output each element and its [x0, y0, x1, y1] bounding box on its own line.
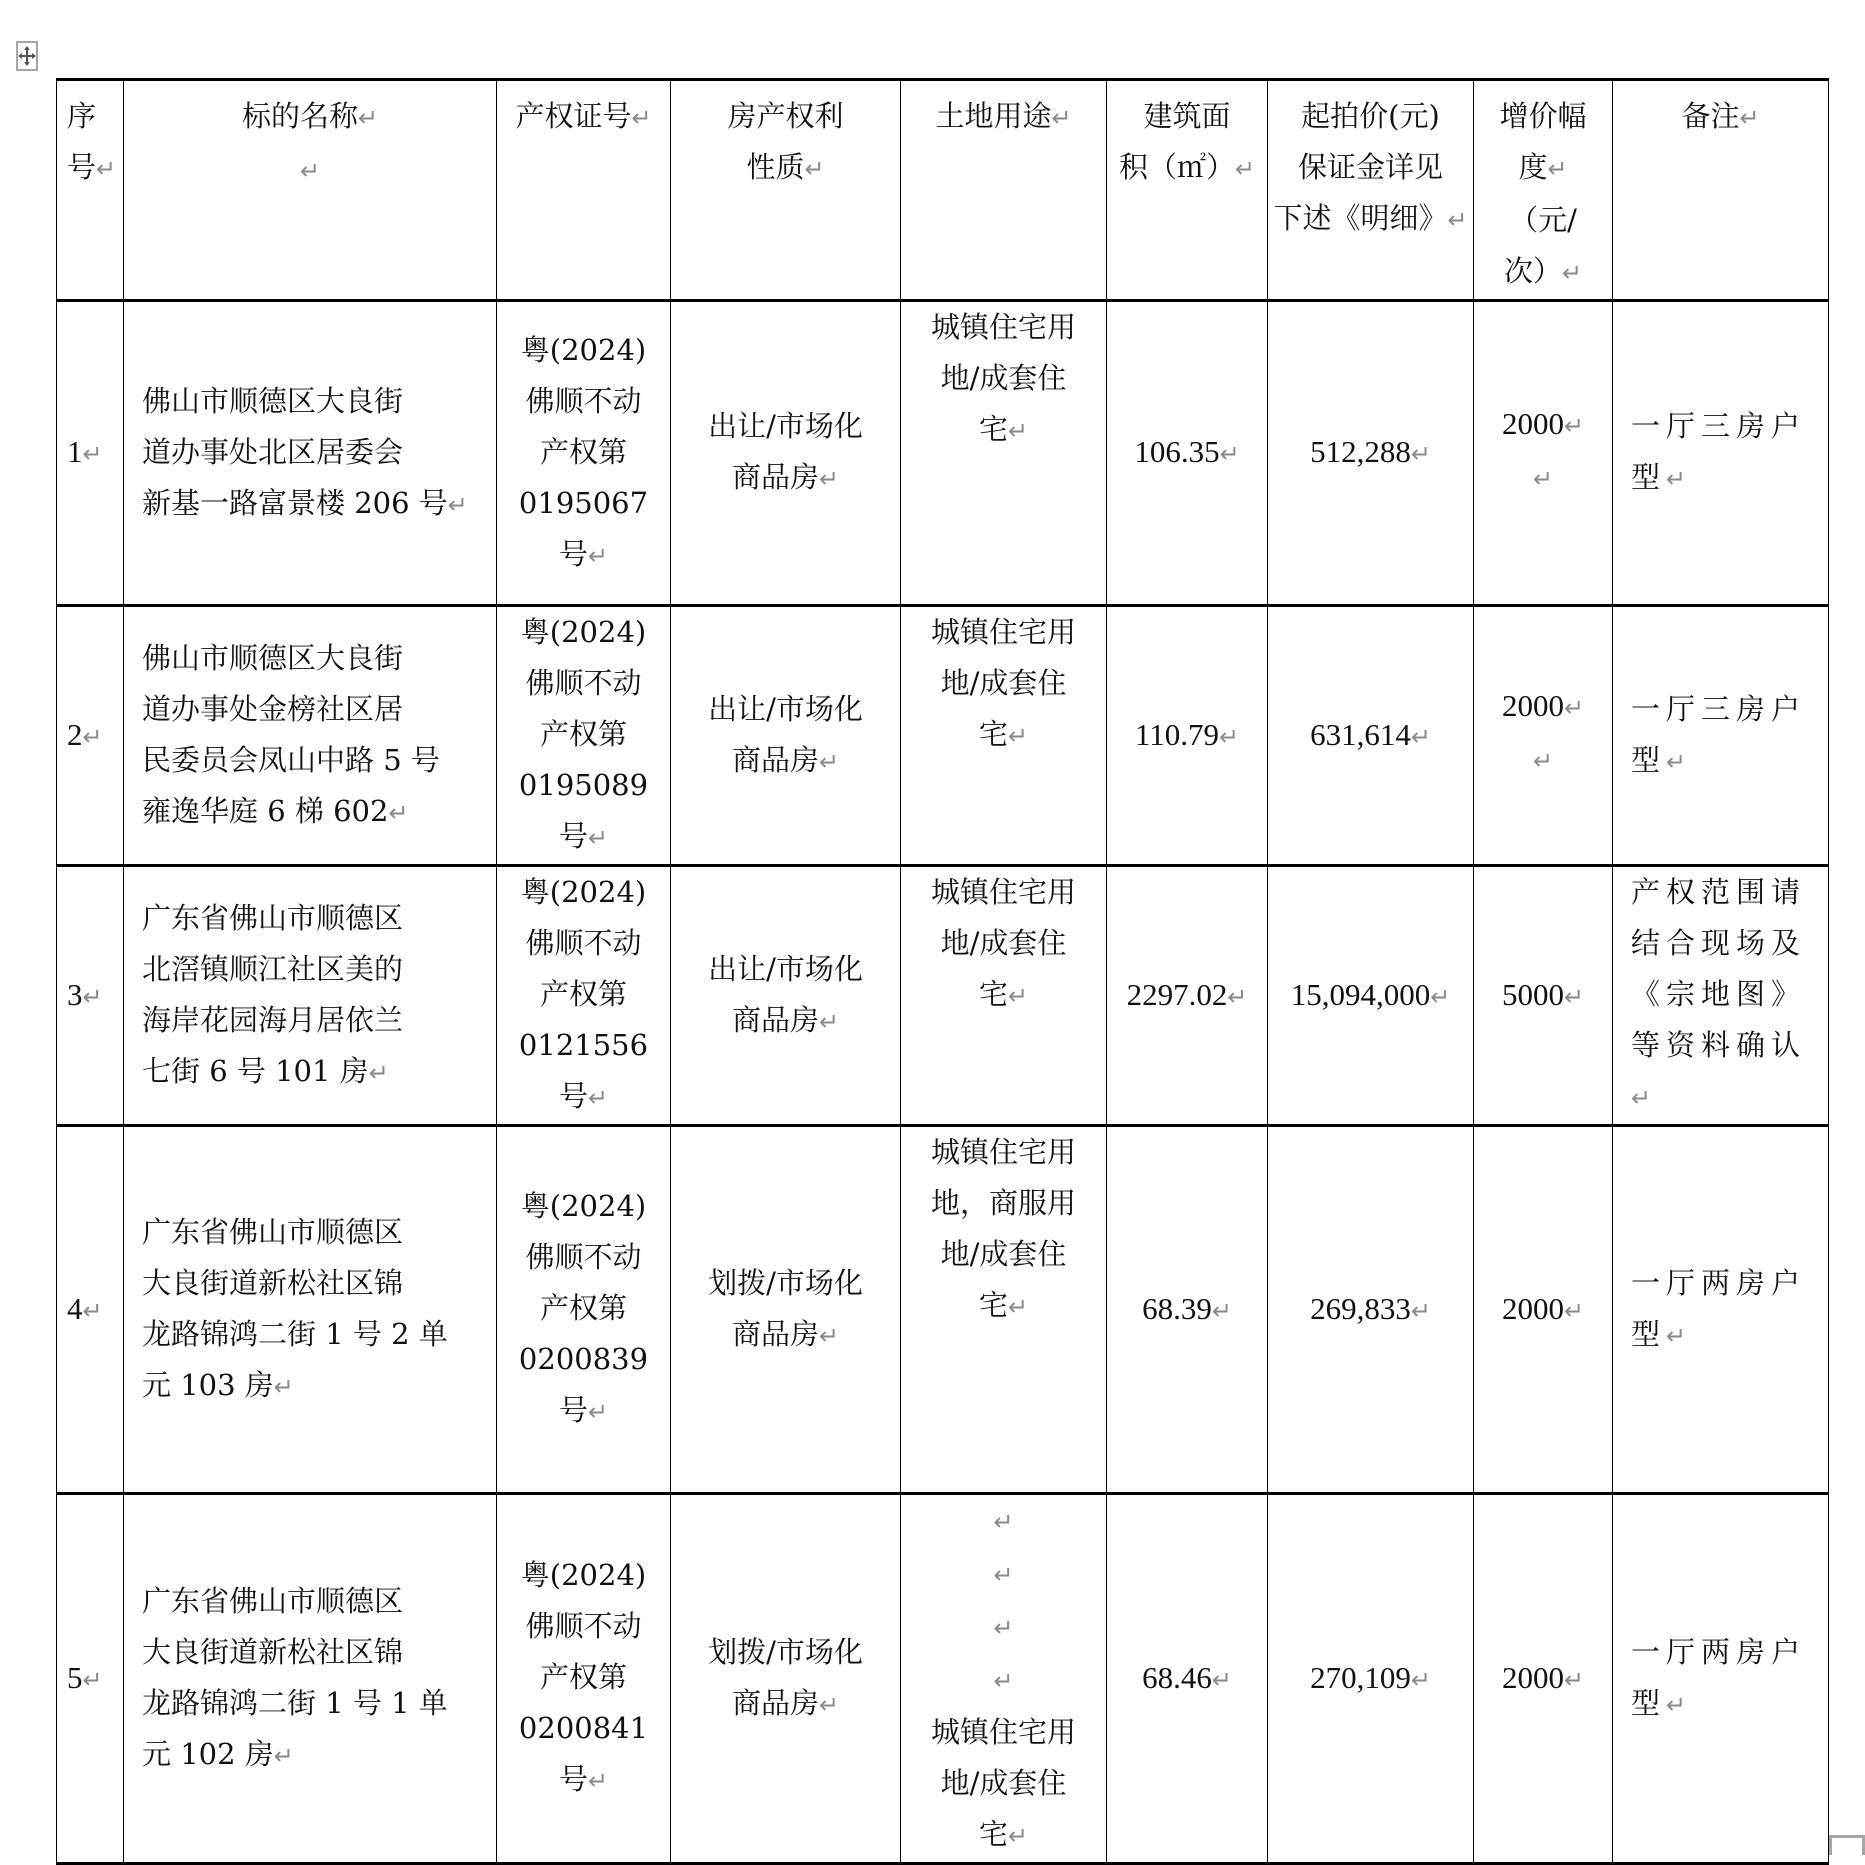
- paragraph-mark-icon: ↵: [1219, 440, 1240, 468]
- remarks-text: 一厅两房户: [1631, 1265, 1807, 1300]
- cell-property-rights: [671, 301, 901, 606]
- table-row: [57, 1494, 1829, 1864]
- certificate-no-text: 粤(2024): [520, 875, 647, 909]
- property-rights-text: 出让/市场化: [708, 691, 863, 726]
- property-rights-text: 商品房: [731, 742, 819, 777]
- cell-land-use: [901, 1126, 1107, 1494]
- cell-sequence: [57, 301, 124, 606]
- cell-certificate-no: [497, 866, 671, 1126]
- land-use-text: 城镇住宅用: [930, 875, 1076, 909]
- header-text: （元/: [1509, 203, 1577, 237]
- starting-price-value: 269,833: [1310, 1290, 1411, 1326]
- paragraph-mark-icon: ↵: [1410, 1296, 1431, 1325]
- remarks-text: 型: [1631, 742, 1667, 777]
- cell-certificate-no: [497, 606, 671, 866]
- sequence-number: 5: [67, 1659, 83, 1695]
- item-name-text: 新基一路富景楼 206 号: [142, 485, 448, 520]
- cell-starting-price: [1268, 1126, 1474, 1494]
- header-property-rights: [671, 80, 901, 301]
- property-rights-text: 划拨/市场化: [708, 1265, 863, 1300]
- paragraph-mark-icon: ↵: [1631, 1084, 1658, 1112]
- bid-increment-value: 2000: [1501, 688, 1564, 723]
- land-use-text: 地，商服用: [930, 1186, 1076, 1220]
- cell-floor-area: [1107, 1126, 1268, 1494]
- floor-area-value: 106.35: [1134, 434, 1220, 469]
- paragraph-mark-icon: ↵: [818, 747, 840, 776]
- certificate-no-text: 粤(2024): [520, 1558, 647, 1592]
- certificate-no-text: 0195067: [518, 485, 649, 520]
- remarks-text: 结合现场及: [1631, 926, 1807, 960]
- cell-property-rights: [671, 866, 901, 1126]
- header-text: 下述《明细》: [1273, 201, 1448, 235]
- header-text: 性质: [746, 150, 805, 184]
- paragraph-mark-icon: ↵: [818, 1690, 840, 1719]
- cell-starting-price: [1268, 866, 1474, 1126]
- header-text: 房产权利: [727, 99, 844, 133]
- land-use-text: 城镇住宅用: [930, 615, 1076, 649]
- cell-item-name: [124, 1494, 497, 1864]
- cell-item-name: [124, 866, 497, 1126]
- land-use-text: 地/成套住: [940, 666, 1067, 700]
- paragraph-mark-icon: ↵: [1666, 465, 1693, 493]
- land-use-text: 城镇住宅用: [930, 310, 1076, 344]
- item-name-text: 龙路锦鸿二街 1 号 1 单: [142, 1685, 448, 1720]
- paragraph-mark-icon: ↵: [587, 1084, 609, 1112]
- header-text: 增价幅: [1499, 99, 1587, 133]
- starting-price-value: 512,288: [1310, 434, 1411, 469]
- item-name-text: 广东省佛山市顺德区: [142, 1583, 404, 1618]
- cell-certificate-no: [497, 1126, 671, 1494]
- certificate-no-text: 产权第: [539, 717, 627, 751]
- cell-land-use: [901, 606, 1107, 866]
- starting-price-value: 631,614: [1310, 716, 1411, 752]
- table-row: [57, 606, 1829, 866]
- paragraph-mark-icon: ↵: [1234, 155, 1256, 183]
- paragraph-mark-icon: ↵: [1410, 1665, 1431, 1694]
- cell-sequence: [57, 1126, 124, 1494]
- starting-price-value: 270,109: [1310, 1659, 1411, 1695]
- certificate-no-text: 佛顺不动: [525, 1609, 642, 1643]
- remarks-text: 型: [1631, 1685, 1667, 1720]
- paragraph-mark-icon: ↵: [273, 1741, 294, 1770]
- paragraph-mark-icon: ↵: [447, 490, 468, 519]
- paragraph-mark-icon: ↵: [273, 1372, 294, 1401]
- certificate-no-text: 产权第: [539, 1291, 627, 1325]
- cell-bid-increment: [1474, 1494, 1613, 1864]
- land-use-text: 宅: [978, 1288, 1008, 1322]
- item-name-text: 龙路锦鸿二街 1 号 2 单: [142, 1316, 448, 1351]
- paragraph-mark-icon: ↵: [818, 1321, 840, 1350]
- item-name-text: 大良街道新松社区锦: [142, 1265, 404, 1300]
- paragraph-mark-icon: ↵: [1447, 206, 1468, 234]
- paragraph-mark-icon: ↵: [299, 157, 321, 185]
- paragraph-mark-icon: ↵: [96, 155, 117, 183]
- header-text: 土地用途: [935, 99, 1052, 133]
- paragraph-mark-icon: ↵: [1007, 417, 1029, 445]
- land-use-text: 宅: [978, 1817, 1008, 1851]
- property-rights-text: 商品房: [731, 1002, 819, 1037]
- header-text: 号: [67, 150, 97, 184]
- paragraph-mark-icon: ↵: [587, 1398, 609, 1426]
- remarks-text: 一厅两房户: [1631, 1634, 1807, 1669]
- paragraph-mark-icon: ↵: [1666, 1690, 1693, 1719]
- table-row: [57, 866, 1829, 1126]
- item-name-text: 元 103 房: [142, 1367, 274, 1402]
- cell-sequence: [57, 866, 124, 1126]
- cell-remarks: [1613, 1494, 1829, 1864]
- paragraph-mark-icon: ↵: [1227, 982, 1248, 1011]
- table-header-row: [57, 80, 1829, 301]
- header-text: 积（㎡）: [1118, 150, 1235, 184]
- cell-remarks: [1613, 606, 1829, 866]
- header-remarks: [1613, 80, 1829, 301]
- certificate-no-text: 0200841: [518, 1711, 649, 1745]
- item-name-text: 北滘镇顺江社区美的: [142, 951, 404, 986]
- paragraph-mark-icon: ↵: [82, 1665, 103, 1694]
- cell-property-rights: [671, 606, 901, 866]
- paragraph-mark-icon: ↵: [1211, 1296, 1232, 1325]
- cell-sequence: [57, 606, 124, 866]
- cell-bid-increment: [1474, 301, 1613, 606]
- cell-starting-price: [1268, 301, 1474, 606]
- bid-increment-value: 5000: [1501, 976, 1564, 1012]
- paragraph-mark-icon: ↵: [1410, 722, 1431, 751]
- certificate-no-text: 佛顺不动: [525, 1240, 642, 1274]
- paragraph-mark-icon: ↵: [818, 1007, 840, 1036]
- land-use-text: 地/成套住: [940, 361, 1067, 395]
- certificate-no-text: 粤(2024): [520, 615, 647, 649]
- paragraph-mark-icon: ↵: [1007, 1822, 1029, 1850]
- land-use-text: 地/成套住: [940, 1766, 1067, 1800]
- item-name-text: 佛山市顺德区大良街: [142, 640, 404, 675]
- property-rights-text: 出让/市场化: [708, 409, 863, 443]
- cell-floor-area: [1107, 1494, 1268, 1864]
- certificate-no-text: 佛顺不动: [525, 666, 642, 700]
- paragraph-mark-icon: ↵: [357, 104, 379, 132]
- certificate-no-text: 0195089: [518, 768, 649, 802]
- cell-floor-area: [1107, 866, 1268, 1126]
- certificate-no-text: 产权第: [539, 977, 627, 1011]
- certificate-no-text: 号: [558, 536, 588, 571]
- cell-remarks: [1613, 1126, 1829, 1494]
- cell-property-rights: [671, 1494, 901, 1864]
- item-name-text: 民委员会凤山中路 5 号: [142, 742, 440, 777]
- item-name-text: 七街 6 号 101 房: [142, 1053, 369, 1088]
- header-text: 标的名称: [241, 99, 358, 133]
- certificate-no-text: 0121556: [518, 1028, 649, 1062]
- certificate-no-text: 产权第: [539, 1660, 627, 1694]
- bid-increment-value: 2000: [1501, 1659, 1564, 1695]
- table-row: [57, 1126, 1829, 1494]
- floor-area-value: 110.79: [1134, 716, 1219, 752]
- cell-sequence: [57, 1494, 124, 1864]
- header-certificate-no: [497, 80, 671, 301]
- paragraph-mark-icon: ↵: [82, 982, 103, 1011]
- item-name-text: 海岸花园海月居依兰: [142, 1002, 404, 1037]
- cell-starting-price: [1268, 606, 1474, 866]
- paragraph-mark-icon: ↵: [1051, 104, 1072, 132]
- paragraph-mark-icon: ↵: [1007, 982, 1029, 1010]
- header-text: 备注: [1681, 99, 1740, 133]
- item-name-text: 道办事处北区居委会: [142, 434, 404, 469]
- remarks-text: 《宗地图》: [1631, 977, 1807, 1011]
- paragraph-mark-icon: ↵: [1563, 411, 1585, 440]
- paragraph-mark-icon: ↵: [993, 1561, 1014, 1589]
- cell-bid-increment: [1474, 866, 1613, 1126]
- cell-item-name: [124, 606, 497, 866]
- paragraph-mark-icon: ↵: [818, 465, 840, 493]
- move-arrows-icon: [18, 45, 36, 67]
- paragraph-mark-icon: ↵: [82, 440, 103, 468]
- floor-area-value: 68.39: [1142, 1290, 1212, 1326]
- sequence-number: 2: [67, 716, 83, 752]
- paragraph-mark-icon: ↵: [1007, 722, 1029, 750]
- sequence-number: 3: [67, 976, 83, 1012]
- paragraph-mark-icon: ↵: [993, 1508, 1014, 1536]
- item-name-text: 广东省佛山市顺德区: [142, 900, 404, 935]
- certificate-no-text: 佛顺不动: [525, 383, 642, 418]
- cell-bid-increment: [1474, 1126, 1613, 1494]
- sequence-number: 1: [67, 434, 83, 469]
- paragraph-mark-icon: ↵: [1563, 982, 1585, 1011]
- starting-price-value: 15,094,000: [1290, 976, 1431, 1012]
- header-text: 序: [67, 99, 97, 133]
- auction-items-table: [56, 78, 1829, 1865]
- paragraph-mark-icon: ↵: [1211, 1665, 1232, 1694]
- paragraph-mark-icon: ↵: [1563, 1296, 1585, 1325]
- property-rights-text: 商品房: [731, 1316, 819, 1351]
- remarks-text: 型: [1631, 460, 1667, 494]
- table-move-handle[interactable]: [16, 41, 38, 71]
- item-name-text: 雍逸华庭 6 梯 602: [142, 793, 389, 828]
- certificate-no-text: 0200839: [518, 1342, 649, 1376]
- table-resize-handle[interactable]: [1829, 1835, 1865, 1855]
- header-starting-price: [1268, 80, 1474, 301]
- floor-area-value: 2297.02: [1126, 976, 1228, 1012]
- header-land-use: [901, 80, 1107, 301]
- paragraph-mark-icon: ↵: [1666, 1321, 1693, 1350]
- certificate-no-text: 号: [558, 819, 588, 853]
- cell-floor-area: [1107, 606, 1268, 866]
- land-use-text: 宅: [978, 977, 1008, 1011]
- remarks-text: 型: [1631, 1316, 1667, 1351]
- header-text: 产权证号: [515, 99, 632, 133]
- header-item-name: [124, 80, 497, 301]
- remarks-text: 一厅三房户: [1631, 409, 1807, 443]
- paragraph-mark-icon: ↵: [993, 1667, 1014, 1695]
- cell-certificate-no: [497, 301, 671, 606]
- paragraph-mark-icon: ↵: [1739, 104, 1760, 132]
- paragraph-mark-icon: ↵: [82, 1296, 103, 1325]
- header-sequence: [57, 80, 124, 301]
- certificate-no-text: 号: [558, 1762, 588, 1796]
- land-use-text: 地/成套住: [940, 1237, 1067, 1271]
- header-text: 起拍价(元): [1301, 99, 1440, 133]
- cell-item-name: [124, 301, 497, 606]
- paragraph-mark-icon: ↵: [1430, 982, 1451, 1011]
- cell-certificate-no: [497, 1494, 671, 1864]
- cell-remarks: [1613, 301, 1829, 606]
- cell-starting-price: [1268, 1494, 1474, 1864]
- paragraph-mark-icon: ↵: [388, 798, 409, 827]
- paragraph-mark-icon: ↵: [82, 722, 103, 751]
- paragraph-mark-icon: ↵: [368, 1058, 389, 1087]
- item-name-text: 道办事处金榜社区居: [142, 691, 404, 726]
- paragraph-mark-icon: ↵: [1563, 1665, 1585, 1694]
- paragraph-mark-icon: ↵: [1007, 1293, 1029, 1321]
- property-rights-text: 商品房: [731, 1685, 819, 1720]
- cell-floor-area: [1107, 301, 1268, 606]
- land-use-text: 城镇住宅用: [930, 1715, 1076, 1749]
- remarks-text: 等资料确认: [1631, 1028, 1807, 1062]
- header-bid-increment: [1474, 80, 1613, 301]
- item-name-text: 广东省佛山市顺德区: [142, 1214, 404, 1249]
- paragraph-mark-icon: ↵: [1666, 747, 1693, 776]
- cell-property-rights: [671, 1126, 901, 1494]
- floor-area-value: 68.46: [1142, 1659, 1212, 1695]
- paragraph-mark-icon: ↵: [1219, 722, 1240, 751]
- sequence-number: 4: [67, 1290, 83, 1326]
- header-text: 度: [1518, 150, 1548, 184]
- cell-bid-increment: [1474, 606, 1613, 866]
- cell-land-use: [901, 866, 1107, 1126]
- paragraph-mark-icon: ↵: [1410, 440, 1431, 468]
- cell-item-name: [124, 1126, 497, 1494]
- remarks-text: 一厅三房户: [1631, 691, 1807, 726]
- paragraph-mark-icon: ↵: [1547, 155, 1568, 183]
- certificate-no-text: 粤(2024): [520, 1189, 647, 1223]
- paragraph-mark-icon: ↵: [1561, 259, 1583, 287]
- header-text: 次）: [1503, 254, 1562, 288]
- certificate-no-text: 号: [558, 1393, 588, 1427]
- paragraph-mark-icon: ↵: [587, 824, 609, 852]
- cell-land-use: [901, 301, 1107, 606]
- header-text: 保证金详见: [1297, 150, 1443, 184]
- item-name-text: 大良街道新松社区锦: [142, 1634, 404, 1669]
- land-use-text: 宅: [978, 717, 1008, 751]
- paragraph-mark-icon: ↵: [587, 541, 609, 570]
- remarks-text: 产权范围请: [1631, 875, 1807, 909]
- bid-increment-value: 2000: [1501, 1290, 1564, 1326]
- land-use-text: 城镇住宅用: [930, 1135, 1076, 1169]
- header-floor-area: [1107, 80, 1268, 301]
- property-rights-text: 出让/市场化: [708, 951, 863, 986]
- paragraph-mark-icon: ↵: [1532, 464, 1554, 493]
- table-row: [57, 301, 1829, 606]
- paragraph-mark-icon: ↵: [993, 1614, 1014, 1642]
- property-rights-text: 商品房: [731, 460, 819, 494]
- paragraph-mark-icon: ↵: [587, 1767, 609, 1795]
- item-name-text: 元 102 房: [142, 1736, 274, 1771]
- certificate-no-text: 佛顺不动: [525, 926, 642, 960]
- land-use-text: 宅: [978, 412, 1008, 446]
- paragraph-mark-icon: ↵: [1532, 747, 1554, 775]
- certificate-no-text: 号: [558, 1079, 588, 1113]
- bid-increment-value: 2000: [1501, 405, 1564, 441]
- cell-remarks: [1613, 866, 1829, 1126]
- certificate-no-text: 产权第: [539, 434, 627, 469]
- certificate-no-text: 粤(2024): [520, 332, 647, 367]
- paragraph-mark-icon: ↵: [631, 104, 652, 132]
- cell-land-use: [901, 1494, 1107, 1864]
- header-text: 建筑面: [1143, 99, 1231, 133]
- paragraph-mark-icon: ↵: [1563, 694, 1585, 722]
- item-name-text: 佛山市顺德区大良街: [142, 383, 404, 418]
- land-use-text: 地/成套住: [940, 926, 1067, 960]
- paragraph-mark-icon: ↵: [804, 155, 825, 183]
- property-rights-text: 划拨/市场化: [708, 1634, 863, 1669]
